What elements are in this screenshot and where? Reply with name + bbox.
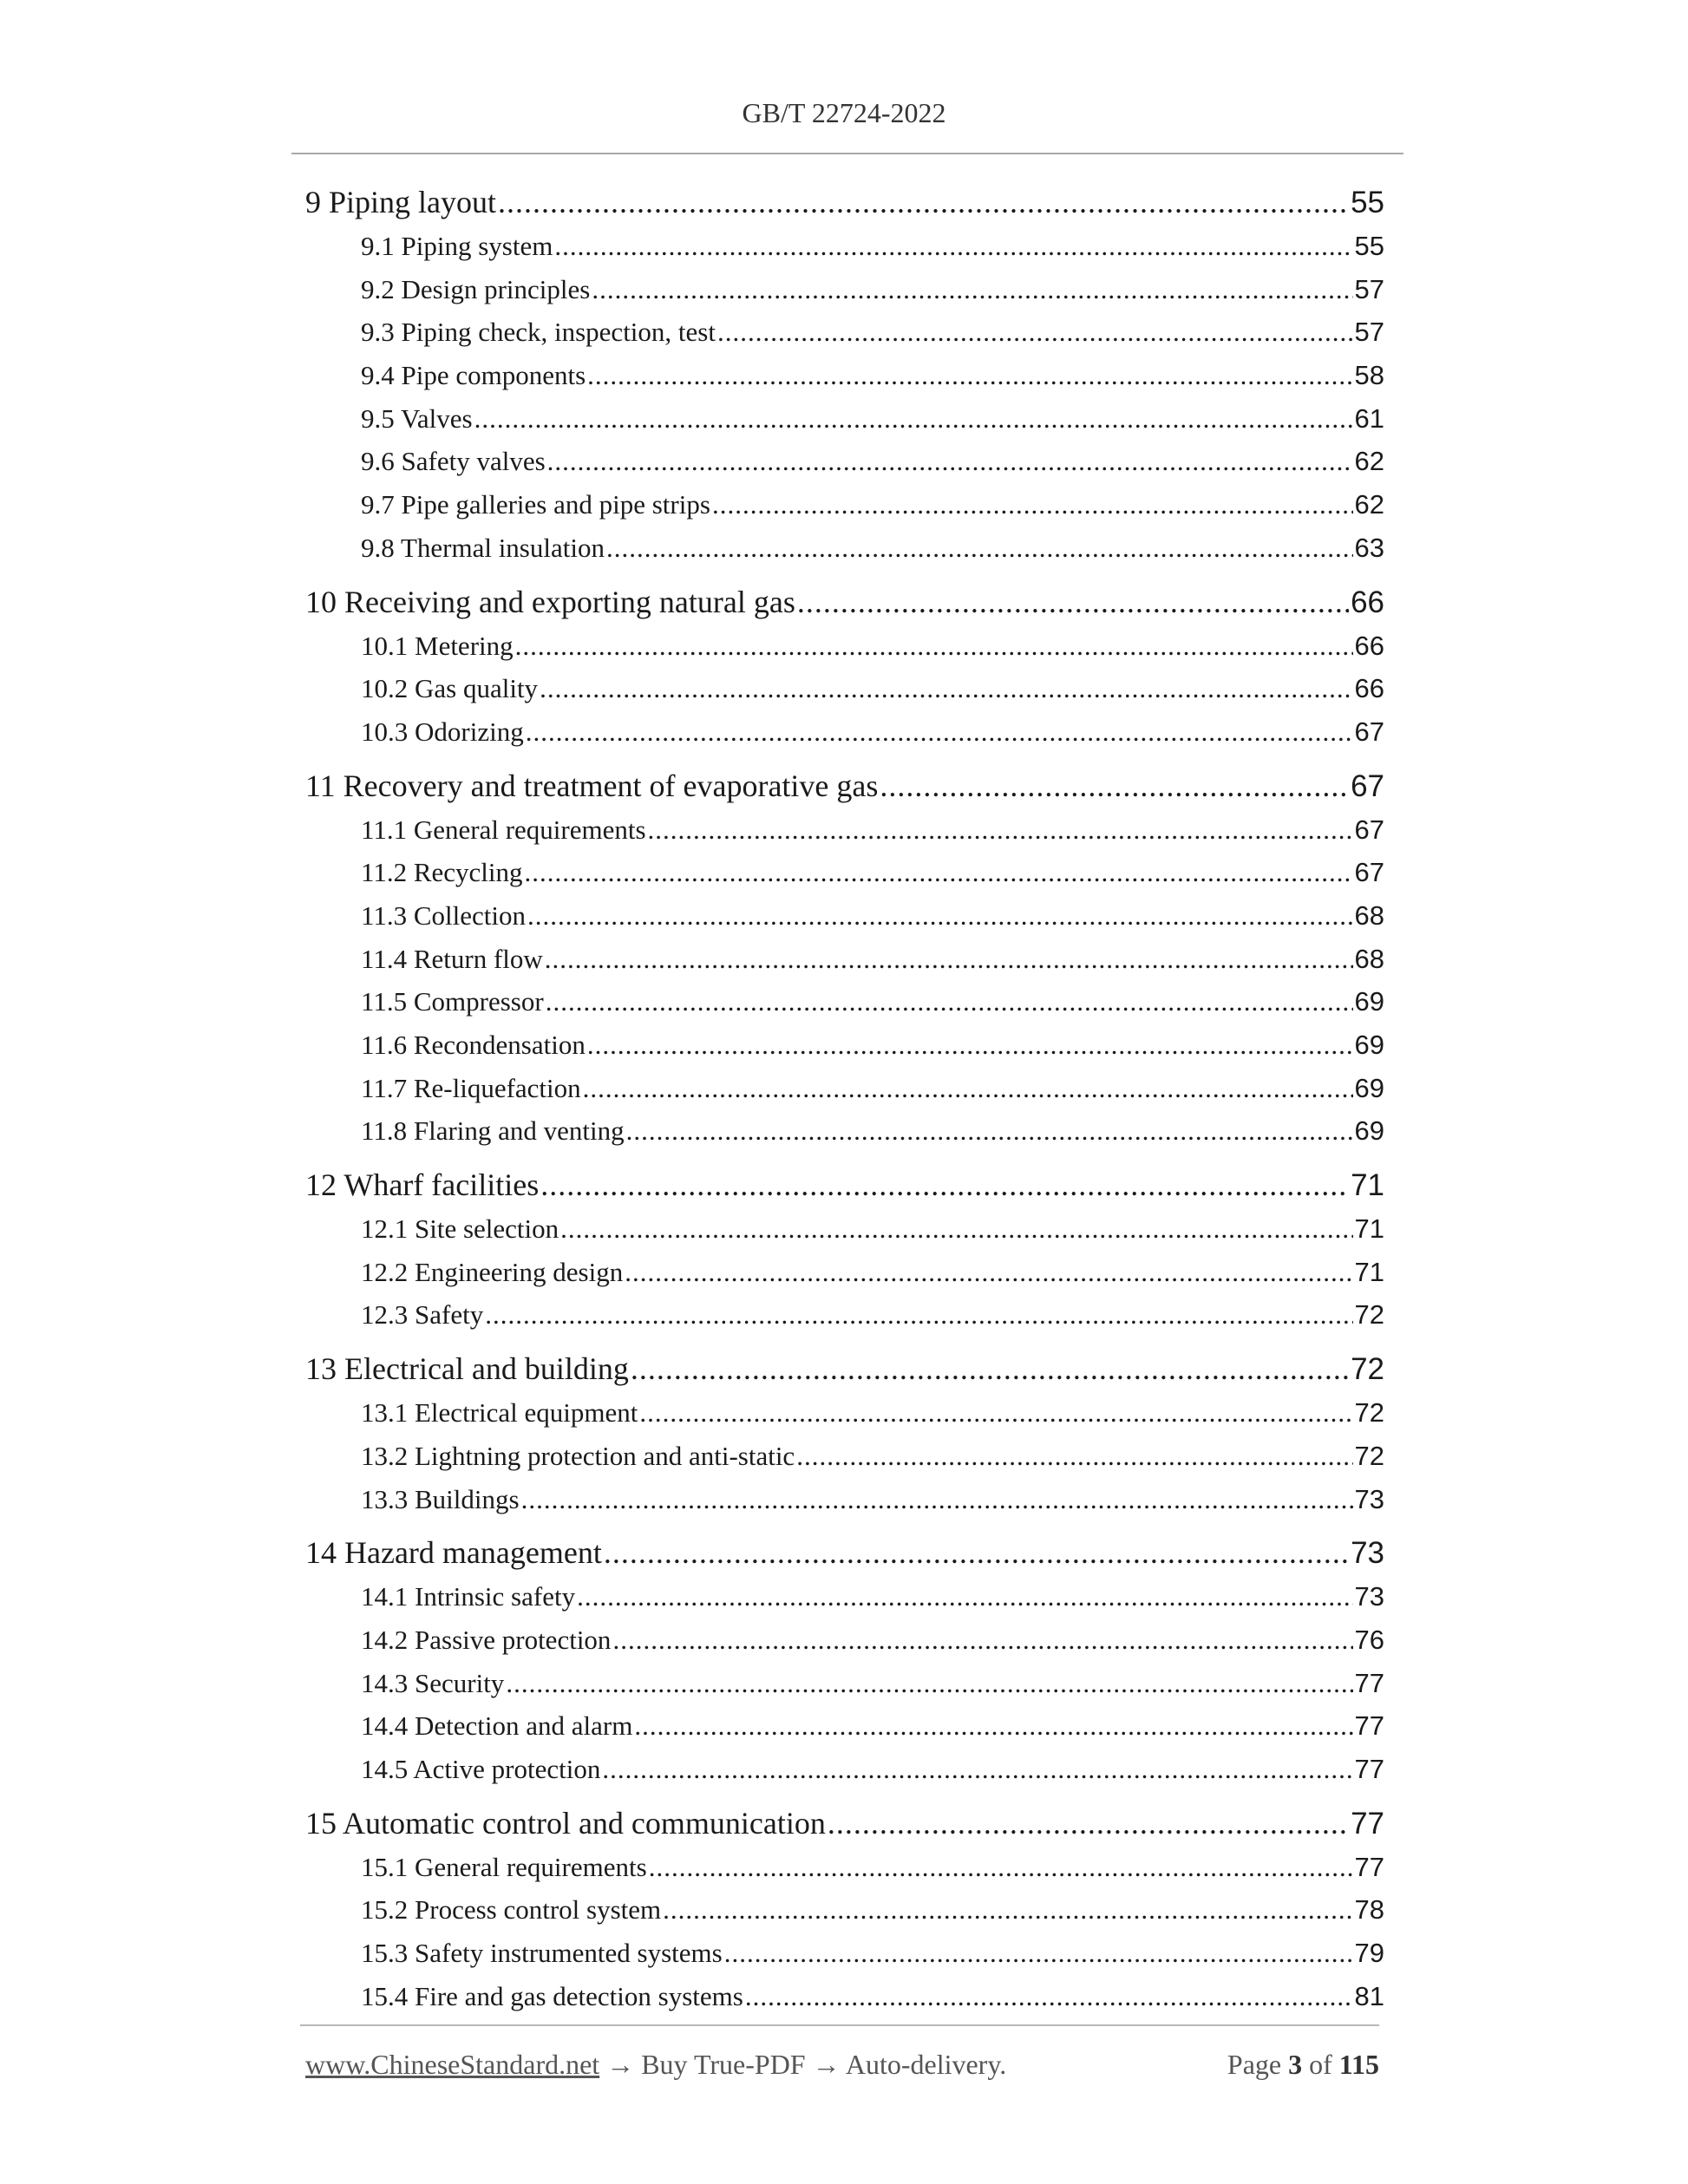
toc-page-number: 77 [1354,1667,1384,1698]
toc-subsection-entry[interactable] [305,1030,1384,1073]
dot-leader [527,900,1353,932]
dot-leader [828,1805,1349,1841]
toc-page-number: 67 [1354,716,1384,747]
toc-page-number: 62 [1354,446,1384,477]
dot-leader [554,231,1352,262]
toc-page-number: 68 [1354,899,1384,931]
toc-page-number: 77 [1354,1851,1384,1882]
dot-leader [612,1625,1352,1656]
toc-entry-title: 13.3 Buildings [361,1483,520,1514]
toc-subsection-entry[interactable] [305,814,1384,858]
toc-subsection-entry[interactable] [305,1894,1384,1938]
toc-page-number: 67 [1354,857,1384,888]
toc-page-number: 69 [1354,1030,1384,1060]
toc-entry-title: 10.2 Gas quality [361,673,539,704]
toc-section-entry[interactable] [305,1805,1384,1852]
toc-entry-title: 9.4 Pipe components [361,360,586,391]
toc-entry-title: 14.2 Passive protection [361,1624,612,1655]
toc-page-number: 69 [1354,986,1384,1017]
toc-page-number: 61 [1354,402,1384,434]
toc-section-entry[interactable] [305,184,1384,231]
toc-section-entry[interactable] [305,584,1384,631]
toc-entry-title: 10.3 Odorizing [361,716,524,747]
total-page-count: 115 [1338,2049,1379,2080]
toc-subsection-entry[interactable] [305,673,1384,716]
dot-leader [639,1397,1352,1429]
toc-page-number: 57 [1354,317,1384,348]
toc-entry-title: 14 Hazard management [305,1535,602,1571]
toc-subsection-entry[interactable] [305,1625,1384,1668]
toc-entry-title: 9.5 Valves [361,402,473,434]
dot-leader [506,1668,1352,1699]
dot-leader [604,1534,1349,1571]
dot-leader [797,584,1349,620]
auto-delivery-text: Auto-delivery. [845,2049,1007,2080]
toc-entry-title: 14.5 Active protection [361,1753,601,1784]
dot-leader [583,1073,1353,1104]
dot-leader [498,184,1349,220]
dot-leader [606,533,1353,564]
toc-entry-title: 10 Receiving and exporting natural gas [305,584,795,619]
toc-page-number: 71 [1351,1168,1384,1203]
dot-leader [546,986,1353,1017]
toc-page-number: 71 [1354,1213,1384,1245]
table-of-contents [305,184,1384,2024]
dot-leader [663,1894,1352,1926]
dot-leader [515,631,1353,662]
toc-page-number: 77 [1354,1753,1384,1784]
toc-subsection-entry[interactable] [305,1981,1384,2024]
toc-entry-title: 12.2 Engineering design [361,1256,624,1287]
toc-section-entry[interactable] [305,1350,1384,1397]
toc-page-number: 67 [1351,768,1384,803]
toc-section-entry[interactable] [305,1534,1384,1581]
dot-leader [587,360,1352,391]
toc-page-number: 72 [1354,1397,1384,1429]
toc-subsection-entry[interactable] [305,944,1384,987]
toc-entry-title: 9.1 Piping system [361,231,553,261]
toc-subsection-entry[interactable] [305,857,1384,900]
dot-leader [602,1754,1352,1785]
dot-leader [625,1257,1352,1288]
toc-page-number: 69 [1354,1072,1384,1103]
toc-page-number: 68 [1354,943,1384,974]
toc-page-number: 55 [1351,186,1384,219]
toc-entry-title: 11.2 Recycling [361,857,523,888]
toc-entry-title: 11.4 Return flow [361,943,543,974]
page-indicator [1227,2049,1379,2081]
dot-leader [540,673,1352,704]
toc-entry-title: 10.1 Metering [361,630,514,661]
toc-entry-title: 15.4 Fire and gas detection systems [361,1980,743,2011]
dot-leader [577,1581,1352,1612]
toc-entry-title: 14.3 Security [361,1667,505,1698]
toc-page-number: 73 [1354,1581,1384,1612]
toc-subsection-entry[interactable] [305,1581,1384,1625]
toc-subsection-entry[interactable] [305,1397,1384,1441]
toc-page-number: 58 [1354,360,1384,391]
dot-leader [649,1852,1353,1883]
toc-entry-title: 9.2 Design principles [361,273,591,304]
dot-leader [521,1484,1353,1515]
toc-subsection-entry[interactable] [305,1938,1384,1981]
toc-entry-title: 15.2 Process control system [361,1894,662,1926]
toc-entry-title: 11.6 Recondensation [361,1030,586,1060]
dot-leader [485,1299,1352,1331]
toc-subsection-entry[interactable] [305,900,1384,944]
dot-leader [592,274,1352,305]
toc-entry-title: 13.2 Lightning protection and anti-static [361,1440,795,1471]
arrow-right-icon: → [812,2049,841,2080]
toc-page-number: 81 [1354,1980,1384,2011]
toc-page-number: 73 [1351,1536,1384,1571]
dot-leader [880,768,1349,804]
toc-page-number: 62 [1354,489,1384,520]
toc-subsection-entry[interactable] [305,231,1384,274]
toc-page-number: 69 [1354,1115,1384,1147]
toc-page-number: 66 [1354,630,1384,661]
footer-left [305,2049,1006,2081]
toc-page-number: 72 [1351,1352,1384,1387]
toc-section-entry[interactable] [305,1167,1384,1213]
dot-leader [712,489,1353,520]
toc-subsection-entry[interactable] [305,533,1384,576]
toc-entry-title: 14.1 Intrinsic safety [361,1581,576,1612]
toc-entry-title: 9.6 Safety valves [361,446,546,477]
toc-entry-title: 11.5 Compressor [361,986,544,1017]
dot-leader [631,1350,1349,1387]
toc-subsection-entry[interactable] [305,1073,1384,1116]
dot-leader [626,1115,1353,1147]
current-page-number: 3 [1288,2049,1303,2080]
dot-leader [560,1213,1352,1245]
toc-entry-title: 9.8 Thermal insulation [361,532,605,563]
footer-divider [300,2024,1379,2026]
toc-entry-title: 11.8 Flaring and venting [361,1115,625,1147]
toc-page-number: 57 [1354,273,1384,304]
dot-leader [587,1030,1353,1061]
dot-leader [648,814,1353,846]
toc-entry-title: 11.7 Re-liquefaction [361,1072,581,1103]
toc-entry-title: 9.7 Pipe galleries and pipe strips [361,489,710,520]
toc-entry-title: 13.1 Electrical equipment [361,1397,638,1429]
toc-subsection-entry[interactable] [305,1754,1384,1797]
dot-leader [724,1938,1353,1969]
toc-page-number: 76 [1354,1624,1384,1655]
toc-entry-title: 11 Recovery and treatment of evaporative gas [305,768,879,803]
toc-page-number: 72 [1354,1299,1384,1331]
toc-subsection-entry[interactable] [305,986,1384,1030]
toc-subsection-entry[interactable] [305,403,1384,447]
arrow-right-icon: → [606,2049,635,2080]
dot-leader [547,446,1353,477]
page-footer [305,2049,1379,2081]
toc-subsection-entry[interactable] [305,317,1384,360]
toc-entry-title: 13 Electrical and building [305,1351,629,1387]
dot-leader [745,1981,1353,2012]
toc-subsection-entry[interactable] [305,1710,1384,1754]
toc-subsection-entry[interactable] [305,716,1384,760]
toc-entry-title: 12.1 Site selection [361,1213,559,1245]
toc-page-number: 77 [1354,1710,1384,1742]
toc-page-number: 55 [1354,231,1384,261]
dot-leader [634,1710,1352,1742]
toc-page-number: 63 [1354,532,1384,563]
buy-pdf-text: Buy True-PDF [641,2049,806,2080]
toc-subsection-entry[interactable] [305,274,1384,317]
header-divider [291,153,1403,154]
dot-leader [474,403,1353,435]
page-of-label: of [1309,2049,1332,2080]
toc-page-number: 72 [1354,1440,1384,1471]
toc-subsection-entry[interactable] [305,1115,1384,1159]
toc-entry-title: 11.1 General requirements [361,814,646,845]
toc-subsection-entry[interactable] [305,1299,1384,1343]
toc-entry-title: 12 Wharf facilities [305,1167,540,1203]
dot-leader [717,317,1353,348]
toc-section-entry[interactable] [305,768,1384,814]
toc-entry-title: 11.3 Collection [361,899,526,931]
toc-subsection-entry[interactable] [305,1852,1384,1895]
toc-entry-title: 12.3 Safety [361,1299,484,1331]
toc-subsection-entry[interactable] [305,1213,1384,1257]
dot-leader [526,716,1353,748]
toc-entry-title: 9.3 Piping check, inspection, test [361,317,716,348]
dot-leader [796,1441,1352,1472]
document-header: GB/T 22724-2022 [742,97,946,128]
toc-page-number: 66 [1351,585,1384,619]
toc-entry-title: 9 Piping layout [305,185,497,219]
toc-subsection-entry[interactable] [305,631,1384,674]
website-link[interactable]: www.ChineseStandard.net [305,2049,600,2080]
toc-page-number: 79 [1354,1938,1384,1968]
toc-subsection-entry[interactable] [305,360,1384,403]
toc-page-number: 71 [1354,1256,1384,1287]
toc-subsection-entry[interactable] [305,1484,1384,1527]
toc-page-number: 77 [1351,1806,1384,1841]
toc-subsection-entry[interactable] [305,1441,1384,1484]
toc-page-number: 67 [1354,814,1384,845]
toc-entry-title: 15.1 General requirements [361,1851,647,1882]
toc-entry-title: 15 Automatic control and communication [305,1805,826,1841]
toc-page-number: 73 [1354,1483,1384,1514]
toc-subsection-entry[interactable] [305,489,1384,533]
dot-leader [525,857,1353,888]
dot-leader [540,1167,1349,1203]
dot-leader [545,944,1353,975]
toc-page-number: 66 [1354,673,1384,704]
toc-subsection-entry[interactable] [305,1668,1384,1711]
toc-subsection-entry[interactable] [305,1257,1384,1300]
toc-entry-title: 15.3 Safety instrumented systems [361,1938,723,1968]
toc-subsection-entry[interactable] [305,446,1384,489]
toc-page-number: 78 [1354,1894,1384,1926]
toc-entry-title: 14.4 Detection and alarm [361,1710,633,1742]
page-label: Page [1227,2049,1282,2080]
